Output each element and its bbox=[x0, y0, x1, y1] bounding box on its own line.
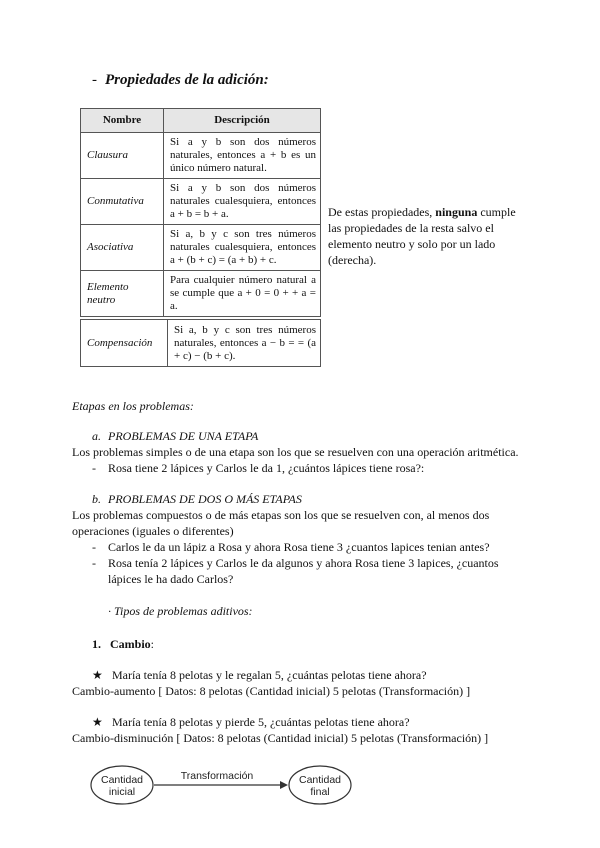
end-label-1: Cantidad bbox=[298, 774, 342, 786]
cambio-number: 1. bbox=[92, 637, 101, 651]
side-note bbox=[328, 204, 528, 268]
table-header-row bbox=[81, 109, 321, 133]
arrow-head-icon bbox=[280, 781, 288, 789]
types-title: · Tipos de problemas aditivos: bbox=[108, 604, 253, 618]
stages-title: Etapas en los problemas: bbox=[72, 399, 194, 413]
end-label-2: final bbox=[310, 786, 330, 798]
row-description: Si a y b son dos números naturales cualesquiera, entonces a + b = b + a. bbox=[164, 179, 321, 225]
row-description: Si a, b y c son tres números naturales cualesquiera, entonces a + (b + c) = (a + b) + c. bbox=[164, 225, 321, 271]
section-b-bullet-cont: lápices le ha dado Carlos? bbox=[108, 572, 234, 586]
example1-label: Cambio-aumento [ Datos: 8 pelotas (Cantidad inicial) 5 pelotas (Transformación) ] bbox=[72, 684, 471, 698]
bullet-dash: - bbox=[92, 461, 96, 475]
example2-question: María tenía 8 pelotas y pierde 5, ¿cuántas pelotas tiene ahora? bbox=[112, 715, 410, 729]
bullet-dash: - bbox=[92, 540, 96, 554]
cambio-heading bbox=[110, 636, 154, 652]
star-icon: ★ bbox=[92, 668, 103, 682]
note-bold: ninguna bbox=[435, 205, 478, 219]
row-description: Si a y b son dos números naturales, entonces a + b es un único número natural. bbox=[164, 133, 321, 179]
row-description: Si a, b y c son tres números naturales, entonces a − b = = (a + c) − (b + c). bbox=[168, 320, 321, 367]
table-row bbox=[81, 320, 321, 367]
note-text-end: cumple las propiedades de la resta salvo el elemento neutro y solo por un lado (derecha). bbox=[328, 205, 516, 267]
compensation-table bbox=[80, 319, 321, 367]
section-b-title: PROBLEMAS DE DOS O MÁS ETAPAS bbox=[108, 492, 302, 506]
row-name: Asociativa bbox=[81, 225, 164, 271]
example1-question: María tenía 8 pelotas y le regalan 5, ¿cuántas pelotas tiene ahora? bbox=[112, 668, 427, 682]
row-name: Clausura bbox=[81, 133, 164, 179]
properties-table bbox=[80, 108, 321, 317]
start-label-2: inicial bbox=[108, 786, 136, 798]
section-heading bbox=[92, 72, 269, 89]
cambio-colon: : bbox=[150, 637, 155, 651]
heading-title: Propiedades de la adición: bbox=[105, 72, 269, 88]
table-row bbox=[81, 133, 321, 179]
header-name: Nombre bbox=[81, 109, 164, 133]
section-b-marker: b. bbox=[92, 492, 101, 506]
row-name: Compensación bbox=[81, 320, 168, 367]
change-diagram bbox=[90, 764, 360, 810]
row-name: Conmutativa bbox=[81, 179, 164, 225]
note-text: De estas propiedades, bbox=[328, 205, 436, 219]
header-description: Descripción bbox=[164, 109, 321, 133]
heading-dash: - bbox=[92, 72, 97, 88]
table-row bbox=[81, 271, 321, 317]
table-row bbox=[81, 225, 321, 271]
section-a-marker: a. bbox=[92, 429, 101, 443]
section-a-bullet: Rosa tiene 2 lápices y Carlos le da 1, ¿cuántos lápices tiene rosa?: bbox=[108, 461, 425, 475]
section-b-bullet: Carlos le da un lápiz a Rosa y ahora Rosa tiene 3 ¿cuantos lapices tenian antes? bbox=[108, 540, 490, 554]
section-a-title: PROBLEMAS DE UNA ETAPA bbox=[108, 429, 259, 443]
table-row bbox=[81, 179, 321, 225]
section-b-bullet: Rosa tenía 2 lápices y Carlos le da algunos y ahora Rosa tiene 3 lapices, ¿cuantos bbox=[108, 556, 499, 570]
start-label-1: Cantidad bbox=[100, 774, 144, 786]
section-b-text: operaciones (iguales o diferentes) bbox=[72, 524, 234, 538]
section-a-text: Los problemas simples o de una etapa son los que se resuelven con una operación aritmética. bbox=[72, 445, 519, 459]
arrow-label: Transformación bbox=[180, 770, 254, 782]
row-description: Para cualquier número natural a se cumple que a + 0 = 0 + + a = a. bbox=[164, 271, 321, 317]
section-b-text: Los problemas compuestos o de más etapas son los que se resuelven con, al menos dos bbox=[72, 508, 490, 522]
cambio-title: Cambio bbox=[110, 637, 151, 651]
example2-label: Cambio-disminución [ Datos: 8 pelotas (Cantidad inicial) 5 pelotas (Transformación) ] bbox=[72, 731, 489, 745]
bullet-dash: - bbox=[92, 556, 96, 570]
row-name: Elemento neutro bbox=[81, 271, 164, 317]
star-icon: ★ bbox=[92, 715, 103, 729]
